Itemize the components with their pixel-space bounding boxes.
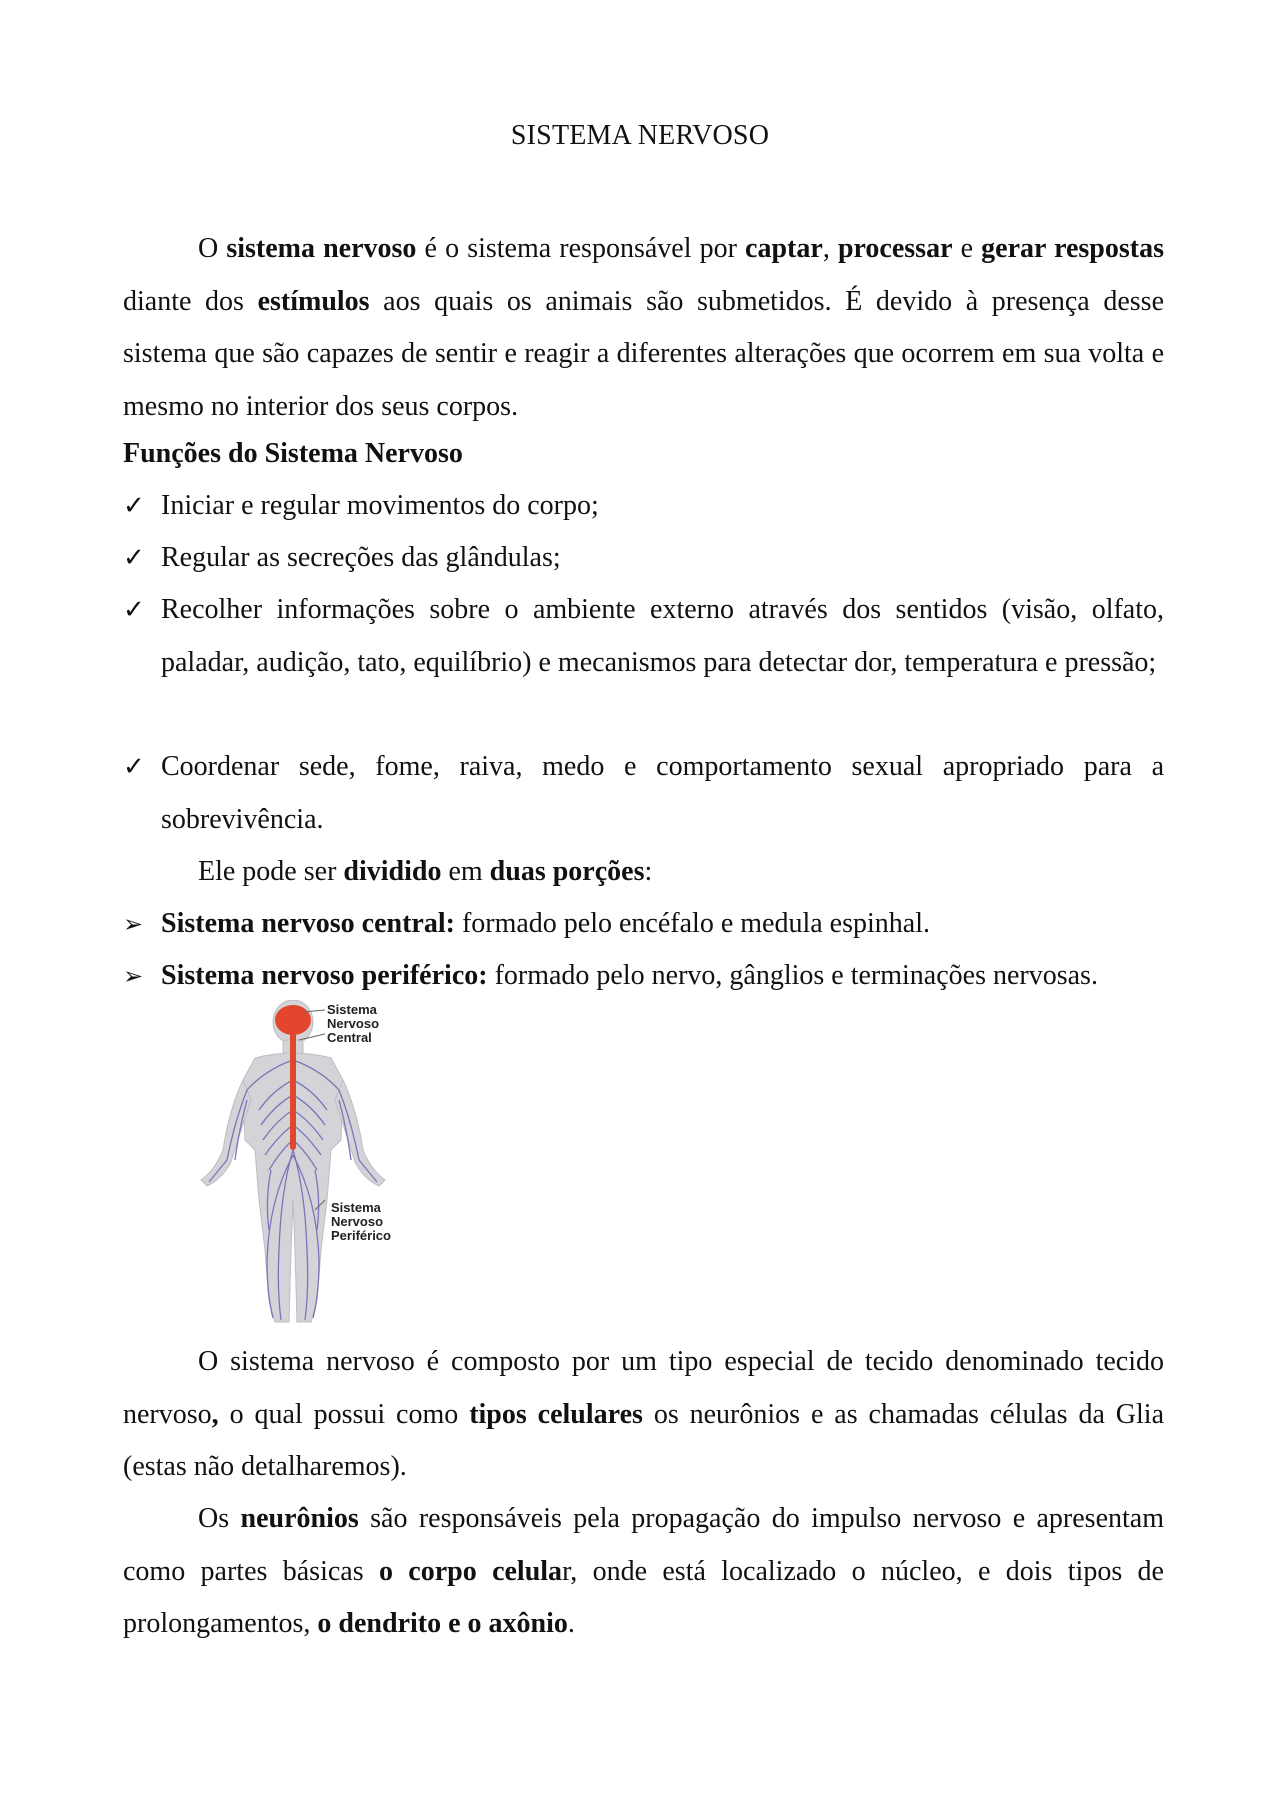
division-item-term: Sistema nervoso periférico:	[161, 960, 488, 991]
neurons-bold-dendrito-axonio: o dendrito e o axônio	[317, 1608, 568, 1639]
division-item-central	[123, 898, 1164, 951]
neurons-text-2: são responsáveis pela propagação do impulso nervoso e apresentam como partes básicas	[123, 1503, 1164, 1587]
division-item-peripheral	[123, 950, 1164, 1003]
label-peripheral-1: Sistema	[331, 1200, 381, 1215]
function-item-text: Iniciar e regular movimentos do corpo;	[161, 490, 599, 521]
intro-bold-sistema-nervoso: sistema nervoso	[226, 233, 417, 264]
checkmark-icon: ✓	[123, 752, 145, 782]
tissue-bold-tipos-celulares: tipos celulares	[469, 1398, 643, 1430]
page-title: SISTEMA NERVOSO	[510, 120, 770, 151]
checkmark-icon: ✓	[123, 595, 145, 625]
division-item-desc: formado pelo encéfalo e medula espinhal.	[454, 908, 930, 939]
label-peripheral-2: Nervoso	[331, 1214, 384, 1229]
label-central-2: Nervoso	[327, 1016, 380, 1031]
division-item-text	[161, 950, 1164, 1003]
division-item-text	[161, 898, 1164, 951]
intro-text-5: diante dos	[123, 285, 258, 317]
intro-bold-estimulos: estímulos	[257, 285, 370, 317]
tissue-bold-comma: ,	[211, 1398, 219, 1430]
function-item-text: Recolher informações sobre o ambiente externo através dos sentidos (visão, olfato, paladar, audição, tato, equilíbrio) e mecanismos para detectar dor, temperatura e pressão;	[161, 594, 1164, 678]
function-item	[123, 532, 1164, 585]
division-item-desc: formado pelo nervo, gânglios e terminações nervosas.	[487, 960, 1098, 991]
neurons-bold-neuronios: neurônios	[240, 1503, 359, 1534]
neurons-text-3: r, onde está localizado o núcleo, e dois tipos de prolongamentos,	[123, 1555, 1164, 1639]
division-item-term: Sistema nervoso central:	[161, 908, 455, 939]
neurons-paragraph	[123, 1493, 1164, 1651]
division-text-3: :	[644, 856, 653, 887]
intro-text-2: é o sistema responsável por	[416, 233, 746, 264]
label-peripheral-3: Periférico	[331, 1228, 391, 1243]
function-item-text: Coordenar sede, fome, raiva, medo e comportamento sexual apropriado para a sobrevivência.	[161, 751, 1164, 835]
arrow-bullet-icon: ➢	[123, 962, 144, 990]
intro-bold-captar: captar	[745, 233, 823, 264]
tissue-text-2: o qual possui como	[218, 1398, 470, 1430]
checkmark-icon: ✓	[123, 491, 145, 521]
functions-heading: Funções do Sistema Nervoso	[123, 438, 463, 469]
function-item	[123, 584, 1164, 689]
division-text-2: em	[441, 856, 490, 887]
neurons-bold-corpo-celular: o corpo celula	[378, 1555, 563, 1587]
label-central-1: Sistema	[327, 1002, 377, 1017]
checkmark-icon: ✓	[123, 543, 145, 573]
tissue-text-3: os neurônios e as chamadas células da Glia (estas não detalharemos).	[123, 1398, 1164, 1482]
label-central-3: Central	[327, 1030, 372, 1045]
neurons-text-1: Os	[198, 1503, 241, 1534]
intro-bold-gerar-respostas: gerar respostas	[981, 233, 1164, 264]
function-item-text: Regular as secreções das glândulas;	[161, 542, 561, 573]
function-item	[123, 480, 1164, 533]
division-bold-dividido: dividido	[343, 856, 442, 887]
intro-text-1: O	[198, 233, 227, 264]
nervous-system-figure	[195, 1000, 465, 1330]
division-text-1: Ele pode ser	[198, 856, 344, 887]
neurons-text-4: .	[567, 1608, 575, 1639]
arrow-bullet-icon: ➢	[123, 910, 144, 938]
division-bold-duas-porcoes: duas porções	[489, 856, 645, 887]
intro-paragraph	[123, 223, 1164, 433]
tissue-text-1: O sistema nervoso é composto por um tipo especial de tecido denominado tecido nervoso	[123, 1346, 1164, 1430]
function-item	[123, 741, 1164, 846]
intro-text-4: e	[952, 233, 982, 264]
intro-text-3: ,	[822, 233, 838, 264]
intro-text-6: aos quais os animais são submetidos. É devido à presença desse sistema que são capazes de sentir e reagir a diferentes alterações que ocorrem em sua volta e mesmo no interior dos seus corpos.	[123, 285, 1164, 422]
tissue-paragraph	[123, 1336, 1164, 1494]
division-paragraph	[123, 846, 1164, 899]
intro-bold-processar: processar	[837, 233, 953, 264]
